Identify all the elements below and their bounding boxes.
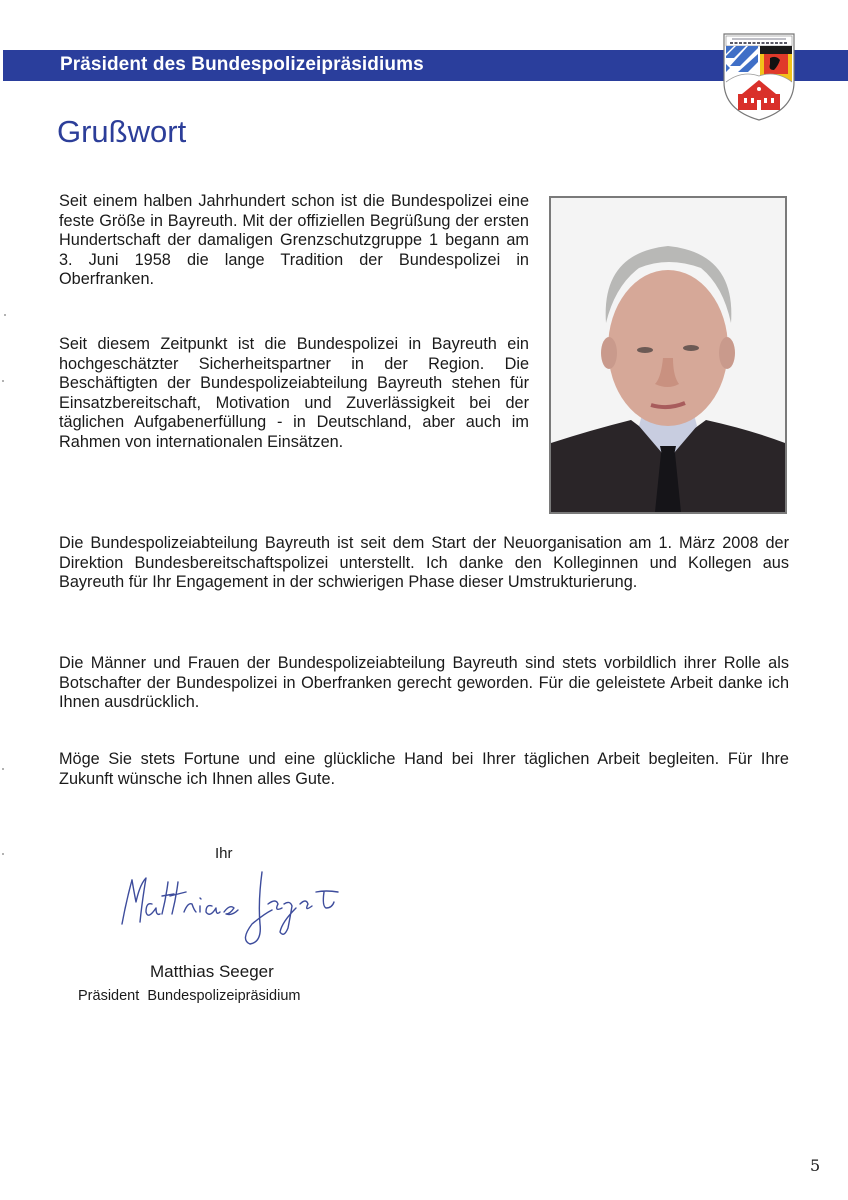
portrait-illustration: [551, 198, 785, 512]
paragraph-4: Die Männer und Frauen der Bundespolizeiabteilung Bayreuth sind stets vorbildlich ihrer Rolle als Botschafter der Bundespolizei in Oberfranken gerecht geworden. Für die geleistete Arbeit danke ich Ihnen ausdrücklich.: [59, 654, 789, 712]
coat-of-arms-icon: [720, 30, 798, 122]
paragraph-5: Möge Sie stets Fortune und eine glückliche Hand bei Ihrer täglichen Arbeit begleiten. Für Ihre Zukunft wünsche ich Ihnen alles Gute.: [59, 750, 789, 788]
portrait-photo: [549, 196, 787, 514]
closing-salutation: Ihr: [215, 845, 233, 862]
header-title: Präsident des Bundespolizeipräsidiums: [60, 54, 424, 75]
page-title: Grußwort: [57, 114, 187, 149]
page-number: 5: [810, 1156, 821, 1175]
scan-speck: [2, 853, 4, 855]
scan-speck: [2, 768, 4, 770]
paragraph-1: Seit einem halben Jahrhundert schon ist die Bundespolizei eine feste Größe in Bayreuth. Mit der offiziellen Begrüßung der ersten Hundertschaft der damaligen Grenzschutzgruppe 1 begann am 3. Juni 1958 die lange Tradition der Bundespolizei in Oberfranken.: [59, 192, 529, 289]
signer-title: Präsident Bundespolizeipräsidium: [78, 988, 301, 1004]
handwritten-signature: [112, 862, 352, 952]
paragraph-3: Die Bundespolizeiabteilung Bayreuth ist seit dem Start der Neuorganisation am 1. März 2008 der Direktion Bundesbereitschaftspolizei unterstellt. Ich danke den Kolleginnen und Kollegen aus Bayreuth für Ihr Engagement in der schwierigen Phase dieser Umstrukturierung.: [59, 534, 789, 592]
paragraph-2: Seit diesem Zeitpunkt ist die Bundespolizei in Bayreuth ein hochgeschätzter Sicherheitspartner in der Region. Die Beschäftigten der Bundespolizeiabteilung Bayreuth stehen für Einsatzbereitschaft, Motivation und Zuverlässigkeit bei der täglichen Aufgabenerfüllung - in Deutschland, aber auch im Rahmen von internationalen Einsätzen.: [59, 335, 529, 451]
scan-speck: [2, 380, 4, 382]
signer-name: Matthias Seeger: [150, 962, 274, 981]
scan-speck: [4, 314, 6, 316]
